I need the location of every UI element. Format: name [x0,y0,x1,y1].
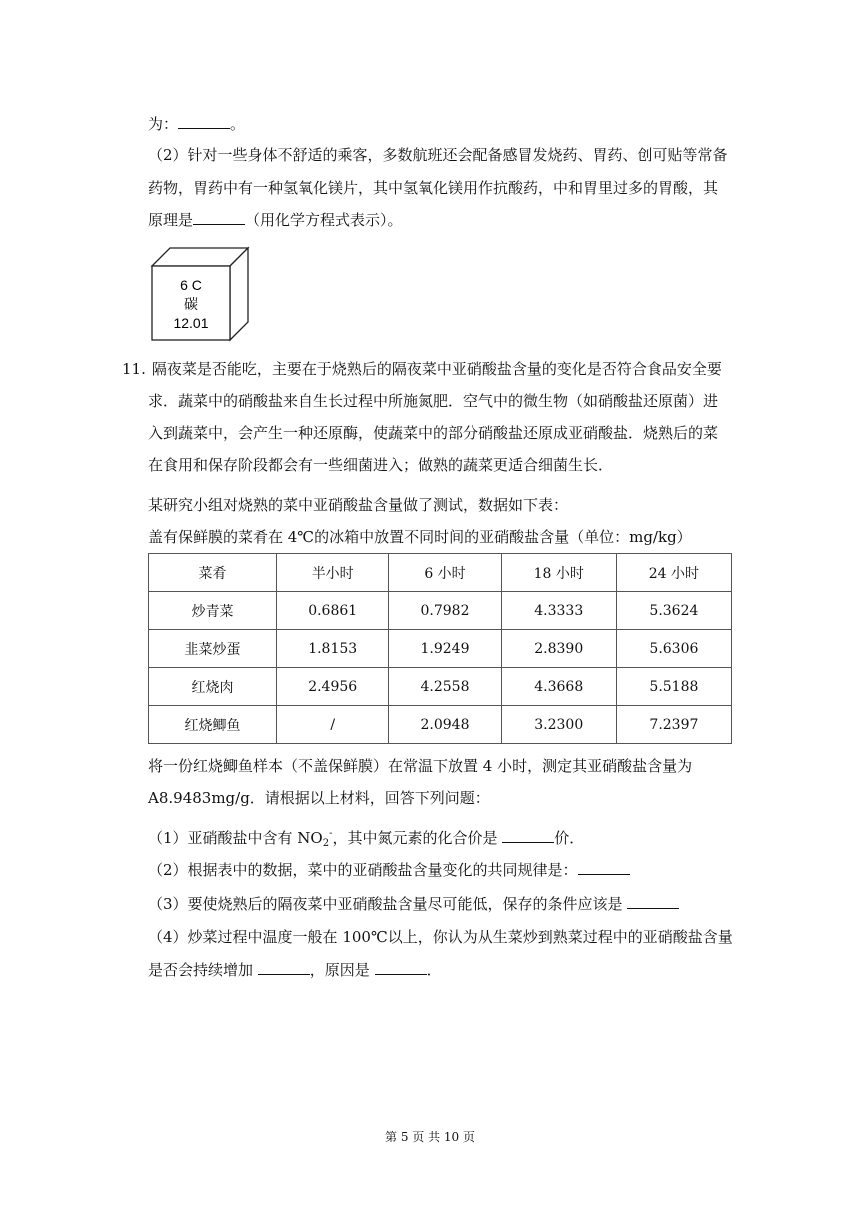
table-row [149,592,732,630]
q11-p7: A8.9483mg/g．请根据以上材料，回答下列问题： [148,789,490,807]
table-cell: 3.2300 [501,706,616,744]
line-1-prefix: 为： [148,115,179,133]
table-header: 菜肴 [149,554,277,592]
line-2: （2）针对一些身体不舒适的乘客，多数航班还会配备感冒发烧药、胃药、创可贴等常备 [148,146,728,164]
question-number: 11. [122,360,146,378]
sq2-prefix: （2）根据表中的数据，菜中的亚硝酸盐含量变化的共同规律是： [148,861,578,879]
table-cell: 5.6306 [616,630,731,668]
table-cell: 4.3668 [501,668,616,706]
sq4-suffix: ． [426,961,442,979]
table-cell: 4.2558 [389,668,501,706]
answer-blank[interactable] [375,960,427,975]
sub-question-3 [148,894,679,914]
sq3-prefix: （3）要使烧熟后的隔夜菜中亚硝酸盐含量尽可能低，保存的条件应该是 [148,895,628,913]
sub-question-4-line-2 [148,960,442,980]
line-1-suffix: 。 [230,115,246,133]
sub-question-1 [148,824,584,854]
element-name: 碳 [184,297,198,313]
sub-question-4-line-1: （4）炒菜过程中温度一般在 100℃以上，你认为从生菜炒到熟菜过程中的亚硝酸盐含量 [148,928,733,946]
table-cell: 红烧肉 [149,668,277,706]
sub-question-2 [148,860,630,880]
line-1 [148,114,245,134]
table-cell: / [277,706,389,744]
answer-blank[interactable] [193,210,245,225]
table-caption: 盖有保鲜膜的菜肴在 4℃的冰箱中放置不同时间的亚硝酸盐含量（单位：mg/kg） [148,528,692,546]
sq4-prefix: 是否会持续增加 [148,961,258,979]
sq1-mid: ，其中氮元素的化合价是 [332,829,503,847]
table-header: 6 小时 [389,554,501,592]
table-cell: 4.3333 [501,592,616,630]
answer-blank[interactable] [178,114,230,129]
table-cell: 韭菜炒蛋 [149,630,277,668]
table-row [149,668,732,706]
carbon-element-cube [148,244,252,344]
sq1-suffix: 价． [554,829,585,847]
answer-blank[interactable] [578,860,630,875]
table-header: 24 小时 [616,554,731,592]
table-cell: 红烧鲫鱼 [149,706,277,744]
table-cell: 7.2397 [616,706,731,744]
table-cell: 2.0948 [389,706,501,744]
q11-p4: 在食用和保存阶段都会有一些细菌进入；做熟的蔬菜更适合细菌生长． [148,456,614,474]
q11-p2: 求．蔬菜中的硝酸盐来自生长过程中所施氮肥．空气中的微生物（如硝酸盐还原菌）进 [148,392,719,410]
q11-p1: 隔夜菜是否能吃，主要在于烧熟后的隔夜菜中亚硝酸盐含量的变化是否符合食品安全要 [151,360,722,378]
line-3: 药物，胃药中有一种氢氧化镁片，其中氢氧化镁用作抗酸药，中和胃里过多的胃酸，其 [148,179,719,197]
table-cell: 2.4956 [277,668,389,706]
table-header-row [149,554,732,592]
table-header: 18 小时 [501,554,616,592]
line-4-prefix: 原理是 [148,211,194,229]
line-4 [148,210,403,230]
sq4-mid: ，原因是 [309,961,375,979]
table-cell: 0.7982 [389,592,501,630]
sq1-prefix: （1）亚硝酸盐中含有 NO [148,829,323,847]
q11-line-1 [122,359,722,379]
table-cell: 炒青菜 [149,592,277,630]
answer-blank[interactable] [502,828,554,843]
table-cell: 5.5188 [616,668,731,706]
nitrite-table [148,553,732,744]
table-row [149,630,732,668]
q11-p6: 将一份红烧鲫鱼样本（不盖保鲜膜）在常温下放置 4 小时，测定其亚硝酸盐含量为 [148,757,693,775]
line-4-suffix: （用化学方程式表示）。 [245,211,403,229]
element-number-symbol: 6 C [180,277,202,293]
table-cell: 1.9249 [389,630,501,668]
sq1-subscript: 2 [322,838,330,849]
q11-p5: 某研究小组对烧熟的菜中亚硝酸盐含量做了测试，数据如下表： [148,496,569,514]
table-cell: 2.8390 [501,630,616,668]
table-cell: 0.6861 [277,592,389,630]
element-mass: 12.01 [173,315,209,331]
table-row [149,706,732,744]
page-footer: 第 5 页 共 10 页 [385,1130,475,1144]
answer-blank[interactable] [258,960,310,975]
q11-p3: 入到蔬菜中，会产生一种还原酶，使蔬菜中的部分硝酸盐还原成亚硝酸盐．烧熟后的菜 [148,424,719,442]
table-cell: 1.8153 [277,630,389,668]
table-cell: 5.3624 [616,592,731,630]
answer-blank[interactable] [627,894,679,909]
table-header: 半小时 [277,554,389,592]
sq1-superscript: - [329,828,333,839]
